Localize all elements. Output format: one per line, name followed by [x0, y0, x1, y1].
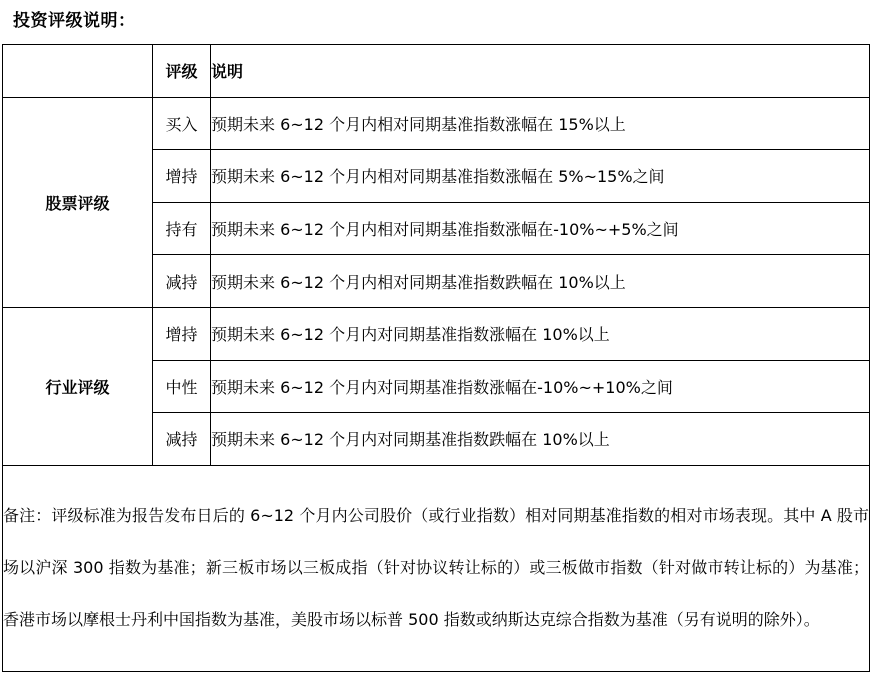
rating-description: 预期未来 6~12 个月内对同期基准指数涨幅在-10%~+10%之间 — [211, 360, 870, 413]
rating-level: 买入 — [153, 97, 211, 150]
rating-description: 预期未来 6~12 个月内对同期基准指数跌幅在 10%以上 — [211, 413, 870, 466]
category-stock-rating: 股票评级 — [3, 97, 153, 307]
header-empty-cell — [3, 45, 153, 98]
rating-description: 预期未来 6~12 个月内对同期基准指数涨幅在 10%以上 — [211, 307, 870, 360]
rating-description: 预期未来 6~12 个月内相对同期基准指数涨幅在 15%以上 — [211, 97, 870, 150]
rating-level: 持有 — [153, 202, 211, 255]
header-description: 说明 — [211, 45, 870, 98]
rating-level: 增持 — [153, 150, 211, 203]
rating-level: 增持 — [153, 307, 211, 360]
note-row — [3, 465, 870, 671]
category-industry-rating: 行业评级 — [3, 307, 153, 465]
rating-note: 备注：评级标准为报告发布日后的 6~12 个月内公司股价（或行业指数）相对同期基准指数的相对市场表现。其中 A 股市场以沪深 300 指数为基准；新三板市场以三板成指（针对协议转让标的）或三板做市指数（针对做市转让标的）为基准；香港市场以摩根士丹利中国指数为基准，美股市场以标普 500 指数或纳斯达克综合指数为基准（另有说明的除外）。 — [3, 465, 870, 671]
rating-level: 中性 — [153, 360, 211, 413]
rating-description: 预期未来 6~12 个月内相对同期基准指数跌幅在 10%以上 — [211, 255, 870, 308]
rating-level: 减持 — [153, 413, 211, 466]
table-row — [3, 307, 870, 360]
rating-level: 减持 — [153, 255, 211, 308]
page-title: 投资评级说明： — [13, 11, 136, 31]
rating-description: 预期未来 6~12 个月内相对同期基准指数涨幅在-10%~+5%之间 — [211, 202, 870, 255]
rating-description: 预期未来 6~12 个月内相对同期基准指数涨幅在 5%~15%之间 — [211, 150, 870, 203]
table-row — [3, 97, 870, 150]
rating-table — [2, 44, 870, 672]
header-rating: 评级 — [153, 45, 211, 98]
header-row — [3, 45, 870, 98]
